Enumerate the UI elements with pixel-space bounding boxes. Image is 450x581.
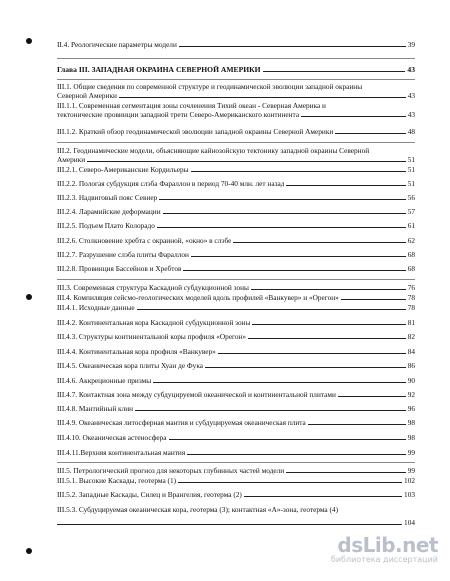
section-heading-line: III.2. Геодинамические модели, объясняющие кайнозойскую тектонику западной окраины Северной — [57, 146, 370, 155]
toc-entry-page: 96 — [407, 404, 415, 413]
section-heading-page: 76 — [407, 283, 415, 292]
toc-entry — [57, 347, 415, 356]
toc-entry-title: тектонические провинции западной трети Северо-Американского континента — [57, 110, 300, 119]
toc-entry-page: 61 — [407, 221, 415, 230]
toc-entry — [57, 476, 415, 485]
toc-entry-title: III.1.2. Краткий обзор геодинамической эволюции западной окраины Северной Америки — [57, 127, 334, 136]
toc-entry-page: 51 — [407, 165, 415, 174]
section-heading — [57, 466, 415, 475]
toc-entry — [57, 361, 415, 370]
section-heading — [57, 283, 415, 292]
section-heading-line: Северной Америки — [57, 91, 117, 100]
toc-entry-page: 103 — [404, 490, 415, 499]
toc-entry-title: III.5.1. Высокие Каскады, геотерма (1) — [57, 476, 177, 485]
toc-entry — [57, 264, 415, 273]
watermark-brand: dsLib.net — [337, 533, 438, 557]
chapter-page: 43 — [407, 65, 415, 74]
toc-entry-page: 48 — [407, 127, 415, 136]
toc-entry-title: III.5.2. Западные Каскады, Силец и Врангелия, геотерма (2) — [57, 490, 242, 499]
toc-entry-page: 57 — [407, 207, 415, 216]
punch-hole-dot — [26, 294, 32, 300]
section-heading — [57, 146, 415, 164]
section-heading-title: III.5. Петрологический прогноз для некоторых глубинных частей модели — [57, 466, 285, 475]
section-heading-page: 99 — [407, 466, 415, 475]
toc-entry — [57, 433, 415, 442]
toc-entry — [57, 490, 415, 499]
toc-entry-page: 98 — [407, 418, 415, 427]
toc-entry-title: III.5.3. Субдуцируемая океаническая кора, геотерма (3); контактная «А»-зона, геотерма (4) — [57, 505, 339, 514]
toc-entry-page: 78 — [407, 303, 415, 312]
toc-entry-title: II.4. Реологические параметры модели — [57, 40, 177, 49]
section-heading-page: 51 — [407, 155, 415, 164]
toc-entry-page: 68 — [407, 250, 415, 259]
toc-entry — [57, 236, 415, 245]
toc-entry-title: III.4.11.Верхняя континентальная мантия — [57, 448, 186, 457]
toc-entry-page: 90 — [407, 376, 415, 385]
toc-entry-page: 92 — [407, 390, 415, 399]
toc-entry-title: III.4.10. Океаническая астеносфера — [57, 433, 167, 442]
section-heading-page: 43 — [407, 91, 415, 100]
toc-entry — [57, 332, 415, 341]
toc-entry — [57, 390, 415, 399]
toc-entry-title: III.2.1. Северо-Американские Кордильеры — [57, 165, 189, 174]
toc-entry-page: 43 — [407, 110, 415, 119]
toc-entry-page: 62 — [407, 236, 415, 245]
toc-entry-title: III.2.7. Разрушение слэба плиты Фараллон — [57, 250, 189, 259]
toc-entry-page: 51 — [407, 179, 415, 188]
watermark-subtitle: библиотека диссертаций — [330, 555, 438, 564]
toc-entry-page: 84 — [407, 347, 415, 356]
section-divider — [57, 142, 415, 143]
toc-entry-title: III.1.1. Современная сегментация зоны сочленения Тихий океан - Северная Америка и — [57, 101, 326, 110]
toc-entry-page: 86 — [407, 361, 415, 370]
toc-entry-title: III.4.8. Мантийный клин — [57, 404, 134, 413]
toc-entry-title: III.4.9. Океаническая литосферная мантия и субдуцируемая океаническая плита — [57, 418, 306, 427]
toc-entry-title: III.4.1. Исходные данные — [57, 303, 135, 312]
toc-entry-page: 56 — [407, 193, 415, 202]
toc-entry-title: III.2.3. Надвиговый пояс Севиер — [57, 193, 158, 202]
watermark — [328, 533, 438, 567]
toc-entry — [57, 293, 415, 302]
toc-entry — [57, 318, 415, 327]
toc-entry-page: 104 — [404, 518, 415, 527]
toc-entry — [57, 40, 415, 49]
section-divider — [57, 462, 415, 463]
toc-entry-title: III.2.4. Ларамийские деформации — [57, 207, 161, 216]
toc-entry-page: 82 — [407, 332, 415, 341]
toc-entry-title: III.2.5. Подъем Плато Колорадо — [57, 221, 155, 230]
toc-entry — [57, 250, 415, 259]
toc-entry — [57, 418, 415, 427]
toc-entry-title: III.4.4. Континентальная кора профиля «Ванкувер» — [57, 347, 216, 356]
toc-entry — [57, 193, 415, 202]
toc-entry — [57, 101, 415, 119]
toc-entry-title: III.4.5. Океаническая кора плиты Хуан де Фука — [57, 361, 203, 370]
toc-entry — [57, 404, 415, 413]
toc-entry-page: 81 — [407, 318, 415, 327]
toc-entry — [57, 303, 415, 312]
toc-entry-title: III.2.8. Провинция Бассейнов и Хребтов — [57, 264, 182, 273]
toc-entry-page: 68 — [407, 264, 415, 273]
punch-hole-dot — [26, 38, 32, 44]
toc-entry — [57, 221, 415, 230]
toc-entry-title: III.4.6. Аккреционные призмы — [57, 376, 152, 385]
toc-entry — [57, 448, 415, 457]
toc-entry — [57, 179, 415, 188]
section-divider — [57, 79, 415, 80]
toc-entry — [57, 505, 415, 527]
toc-entry-title: III.4.2. Континентальная кора Каскадной субдукционной зоны — [57, 318, 251, 327]
toc-entry — [57, 207, 415, 216]
section-divider — [57, 279, 415, 280]
toc-entry — [57, 165, 415, 174]
toc-entry-title: III.4. Компиляция сейсмо-геологических моделей вдоль профилей «Ванкувер» и «Орегон» — [57, 293, 339, 302]
toc-entry-page: 99 — [407, 448, 415, 457]
toc-entry-title: III.2.6. Столкновение хребта с окраиной, «окно» в слэбе — [57, 236, 232, 245]
toc-entry-page: 102 — [404, 476, 415, 485]
toc-entry-page: 78 — [407, 293, 415, 302]
chapter-heading — [57, 65, 415, 74]
section-heading-line: Америки — [57, 155, 86, 164]
toc-entry-title: III.4.3. Структуры континентальной коры профиля «Орегон» — [57, 332, 247, 341]
toc-entry-title: III.4.7. Контактная зона между субдуцируемой океанической и континентальной плитами — [57, 390, 336, 399]
section-heading-title: III.3. Современная структура Каскадной субдукционной зоны — [57, 283, 249, 292]
section-heading — [57, 82, 415, 100]
punch-hole-dot — [26, 548, 32, 554]
toc-entry — [57, 376, 415, 385]
section-divider — [57, 58, 415, 59]
chapter-title: Глава III. ЗАПАДНАЯ ОКРАИНА СЕВЕРНОЙ АМЕРИКИ — [57, 65, 261, 74]
toc-entry — [57, 127, 415, 136]
toc-entry-title: III.2.2. Пологая субдукция слэба Фараллон в период 70-40 млн. лет назад — [57, 179, 285, 188]
toc-entry-page: 39 — [407, 40, 415, 49]
toc-entry-page: 98 — [407, 433, 415, 442]
section-heading-line: III.1. Общие сведения по современной структуре и геодинамической эволюции западной окраины — [57, 82, 363, 91]
